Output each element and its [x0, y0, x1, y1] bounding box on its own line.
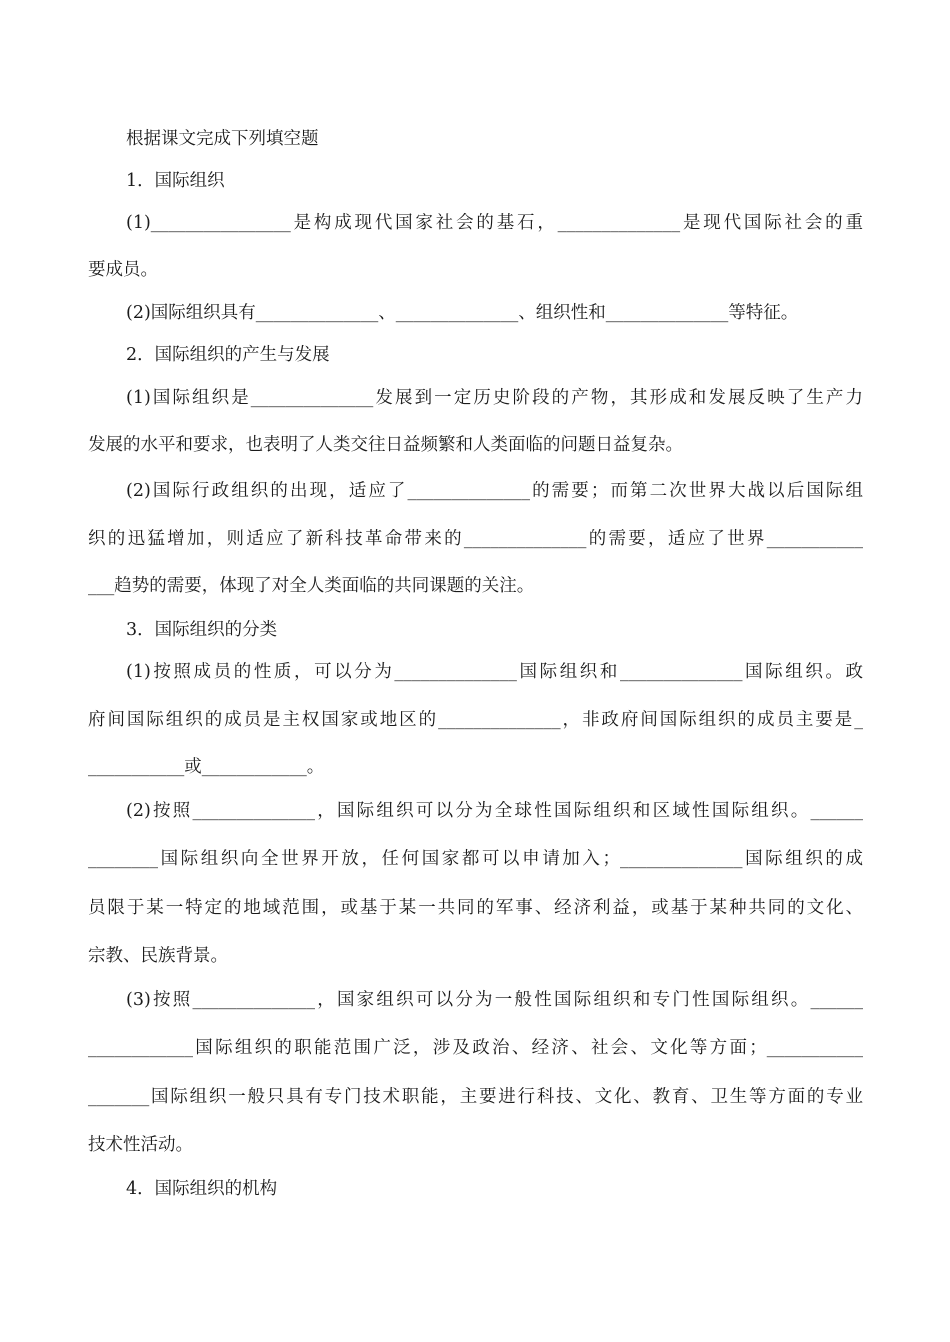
section-1-q1-line-2: 要成员。	[88, 260, 158, 280]
section-3-q2-line-4: 宗教、民族背景。	[88, 946, 228, 966]
section-2-q1-line-2: 发展的水平和要求，也表明了人类交往日益频繁和人类面临的问题日益复杂。	[88, 435, 683, 455]
section-3-q3-line-4: 技术性活动。	[88, 1135, 193, 1155]
section-4-title: 4．国际组织的机构	[126, 1179, 278, 1199]
section-3-q1-line-1: (1)按照成员的性质，可以分为______________国际组织和______________国际组织。政	[126, 662, 863, 682]
section-3-title: 3．国际组织的分类	[126, 620, 278, 640]
section-1-q1-line-1: (1)________________是构成现代国家社会的基石，______________是现代国际社会的重	[126, 213, 863, 233]
section-3-q1-line-2: 府间国际组织的成员是主权国家或地区的______________，非政府间国际组织的成员主要是_	[88, 710, 863, 730]
section-2-q1-line-1: (1)国际组织是______________发展到一定历史阶段的产物，其形成和发展反映了生产力	[126, 388, 863, 408]
section-3-q2-line-2: ________国际组织向全世界开放，任何国家都可以申请加入；______________国际组织的成	[88, 849, 863, 869]
section-3-q1-line-3: ___________或____________。	[88, 757, 325, 777]
section-3-q2-line-1: (2)按照______________，国际组织可以分为全球性国际组织和区域性国际组织。______	[126, 801, 863, 821]
section-1-q2-line-1: (2)国际组织具有______________、______________、组织性和______________等特征。	[126, 303, 799, 323]
section-3-q2-line-3: 员限于某一特定的地域范围，或基于某一共同的军事、经济利益，或基于某种共同的文化、	[88, 898, 863, 918]
worksheet-heading: 根据课文完成下列填空题	[126, 129, 319, 149]
section-2-q2-line-1: (2)国际行政组织的出现，适应了______________的需要；而第二次世界大战以后国际组	[126, 481, 863, 501]
section-3-q3-line-2: ____________国际组织的职能范围广泛，涉及政治、经济、社会、文化等方面；___________	[88, 1038, 863, 1058]
section-2-title: 2．国际组织的产生与发展	[126, 345, 330, 365]
section-3-q3-line-1: (3)按照______________，国家组织可以分为一般性国际组织和专门性国际组织。______	[126, 990, 863, 1010]
section-2-q2-line-2: 织的迅猛增加，则适应了新科技革命带来的______________的需要，适应了世界___________	[88, 529, 863, 549]
section-1-title: 1．国际组织	[126, 171, 225, 191]
section-3-q3-line-3: _______国际组织一般只具有专门技术职能，主要进行科技、文化、教育、卫生等方面的专业	[88, 1087, 863, 1107]
section-2-q2-line-3: ___趋势的需要，体现了对全人类面临的共同课题的关注。	[88, 576, 535, 596]
